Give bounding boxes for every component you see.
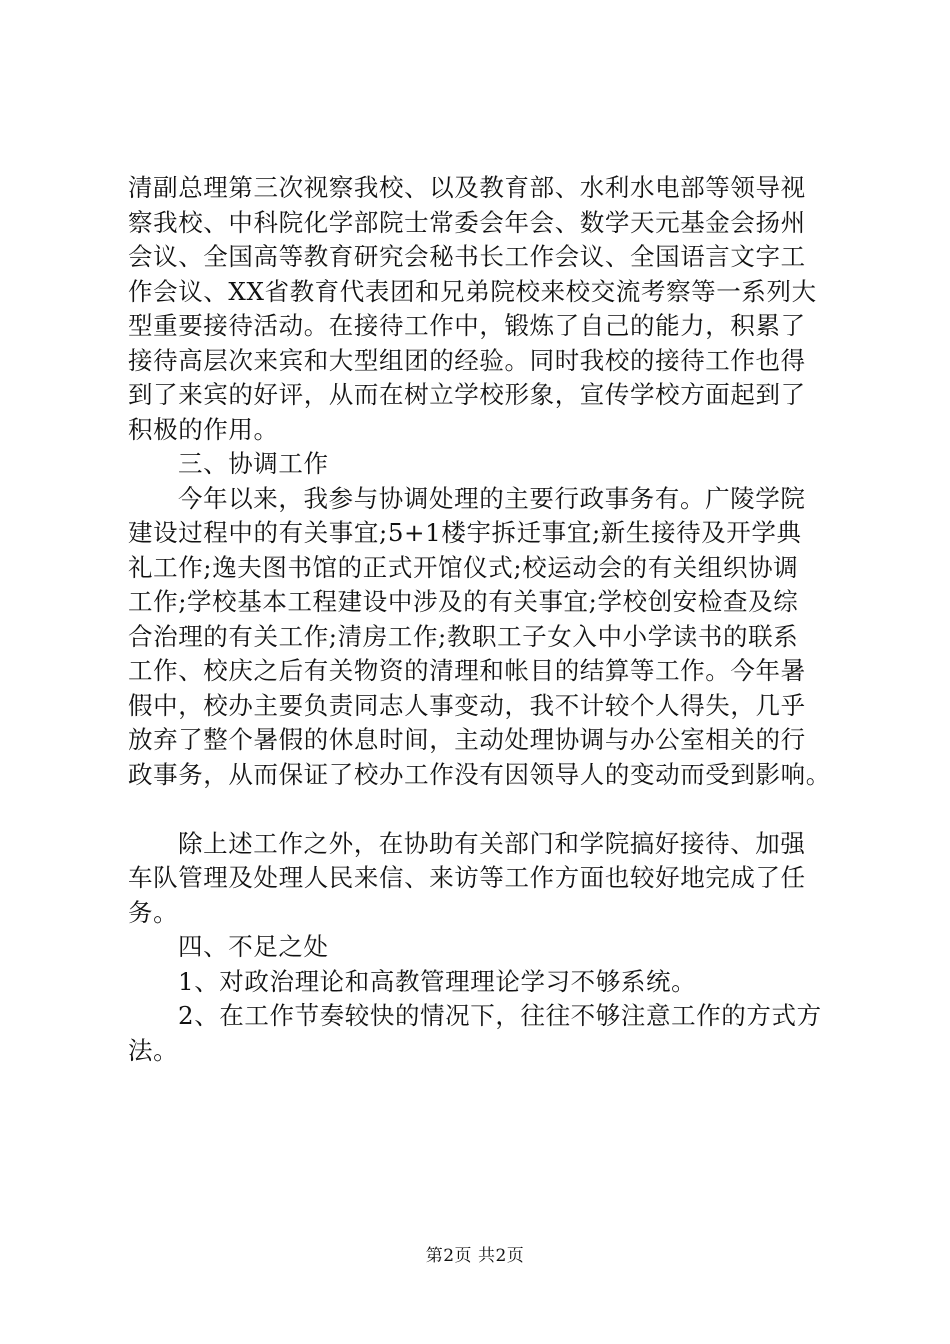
text-line: 礼工作;逸夫图书馆的正式开馆仪式;校运动会的有关组织协调 — [128, 552, 799, 582]
text-line: 务。 — [128, 897, 179, 927]
text-line: 清副总理第三次视察我校、以及教育部、水利水电部等领导视 — [128, 173, 806, 202]
text-line: 到了来宾的好评，从而在树立学校形象，宣传学校方面起到了 — [128, 380, 806, 409]
text-line: 今年以来，我参与协调处理的主要行政事务有。广陵学院 — [178, 483, 806, 513]
text-line: 工作、校庆之后有关物资的清理和帐目的结算等工作。今年暑 — [128, 656, 806, 685]
text-line: 积极的作用。 — [128, 414, 279, 444]
text-line: 会议、全国高等教育研究会秘书长工作会议、全国语言文字工 — [128, 242, 806, 271]
paragraph-gap — [128, 792, 840, 827]
document-body — [128, 171, 840, 1068]
list-item: 2、在工作节奏较快的情况下，往往不够注意工作的方式方 — [178, 1001, 822, 1030]
text-line: 察我校、中科院化学部院士常委会年会、数学天元基金会扬州 — [128, 207, 806, 237]
text-line: 建设过程中的有关事宜;5+1楼宇拆迁事宜;新生接待及开学典 — [128, 518, 802, 547]
text-line: 合治理的有关工作;清房工作;教职工子女入中小学读书的联系 — [128, 621, 799, 651]
text-line: 作会议、XX省教育代表团和兄弟院校来校交流考察等一系列大 — [128, 276, 817, 306]
text-line: 工作;学校基本工程建设中涉及的有关事宜;学校创安检查及综 — [128, 587, 799, 616]
section-heading: 四、不足之处 — [178, 932, 329, 961]
section-heading: 三、协调工作 — [178, 449, 329, 478]
text-line: 除上述工作之外，在协助有关部门和学院搞好接待、加强 — [178, 828, 806, 858]
page-footer: 第2页 共2页 — [425, 1246, 525, 1266]
text-line: 放弃了整个暑假的休息时间，主动处理协调与办公室相关的行 — [128, 725, 806, 754]
text-line: 政事务，从而保证了校办工作没有因领导人的变动而受到影响。 — [128, 759, 831, 789]
text-line: 型重要接待活动。在接待工作中，锻炼了自己的能力，积累了 — [128, 311, 806, 340]
text-line: 接待高层次来宾和大型组团的经验。同时我校的接待工作也得 — [128, 345, 806, 375]
text-line: 车队管理及处理人民来信、来访等工作方面也较好地完成了任 — [128, 863, 806, 892]
text-line: 法。 — [128, 1035, 179, 1065]
list-item: 1、对政治理论和高教管理理论学习不够系统。 — [178, 966, 697, 996]
text-line: 假中，校办主要负责同志人事变动，我不计较个人得失，几乎 — [128, 690, 806, 720]
